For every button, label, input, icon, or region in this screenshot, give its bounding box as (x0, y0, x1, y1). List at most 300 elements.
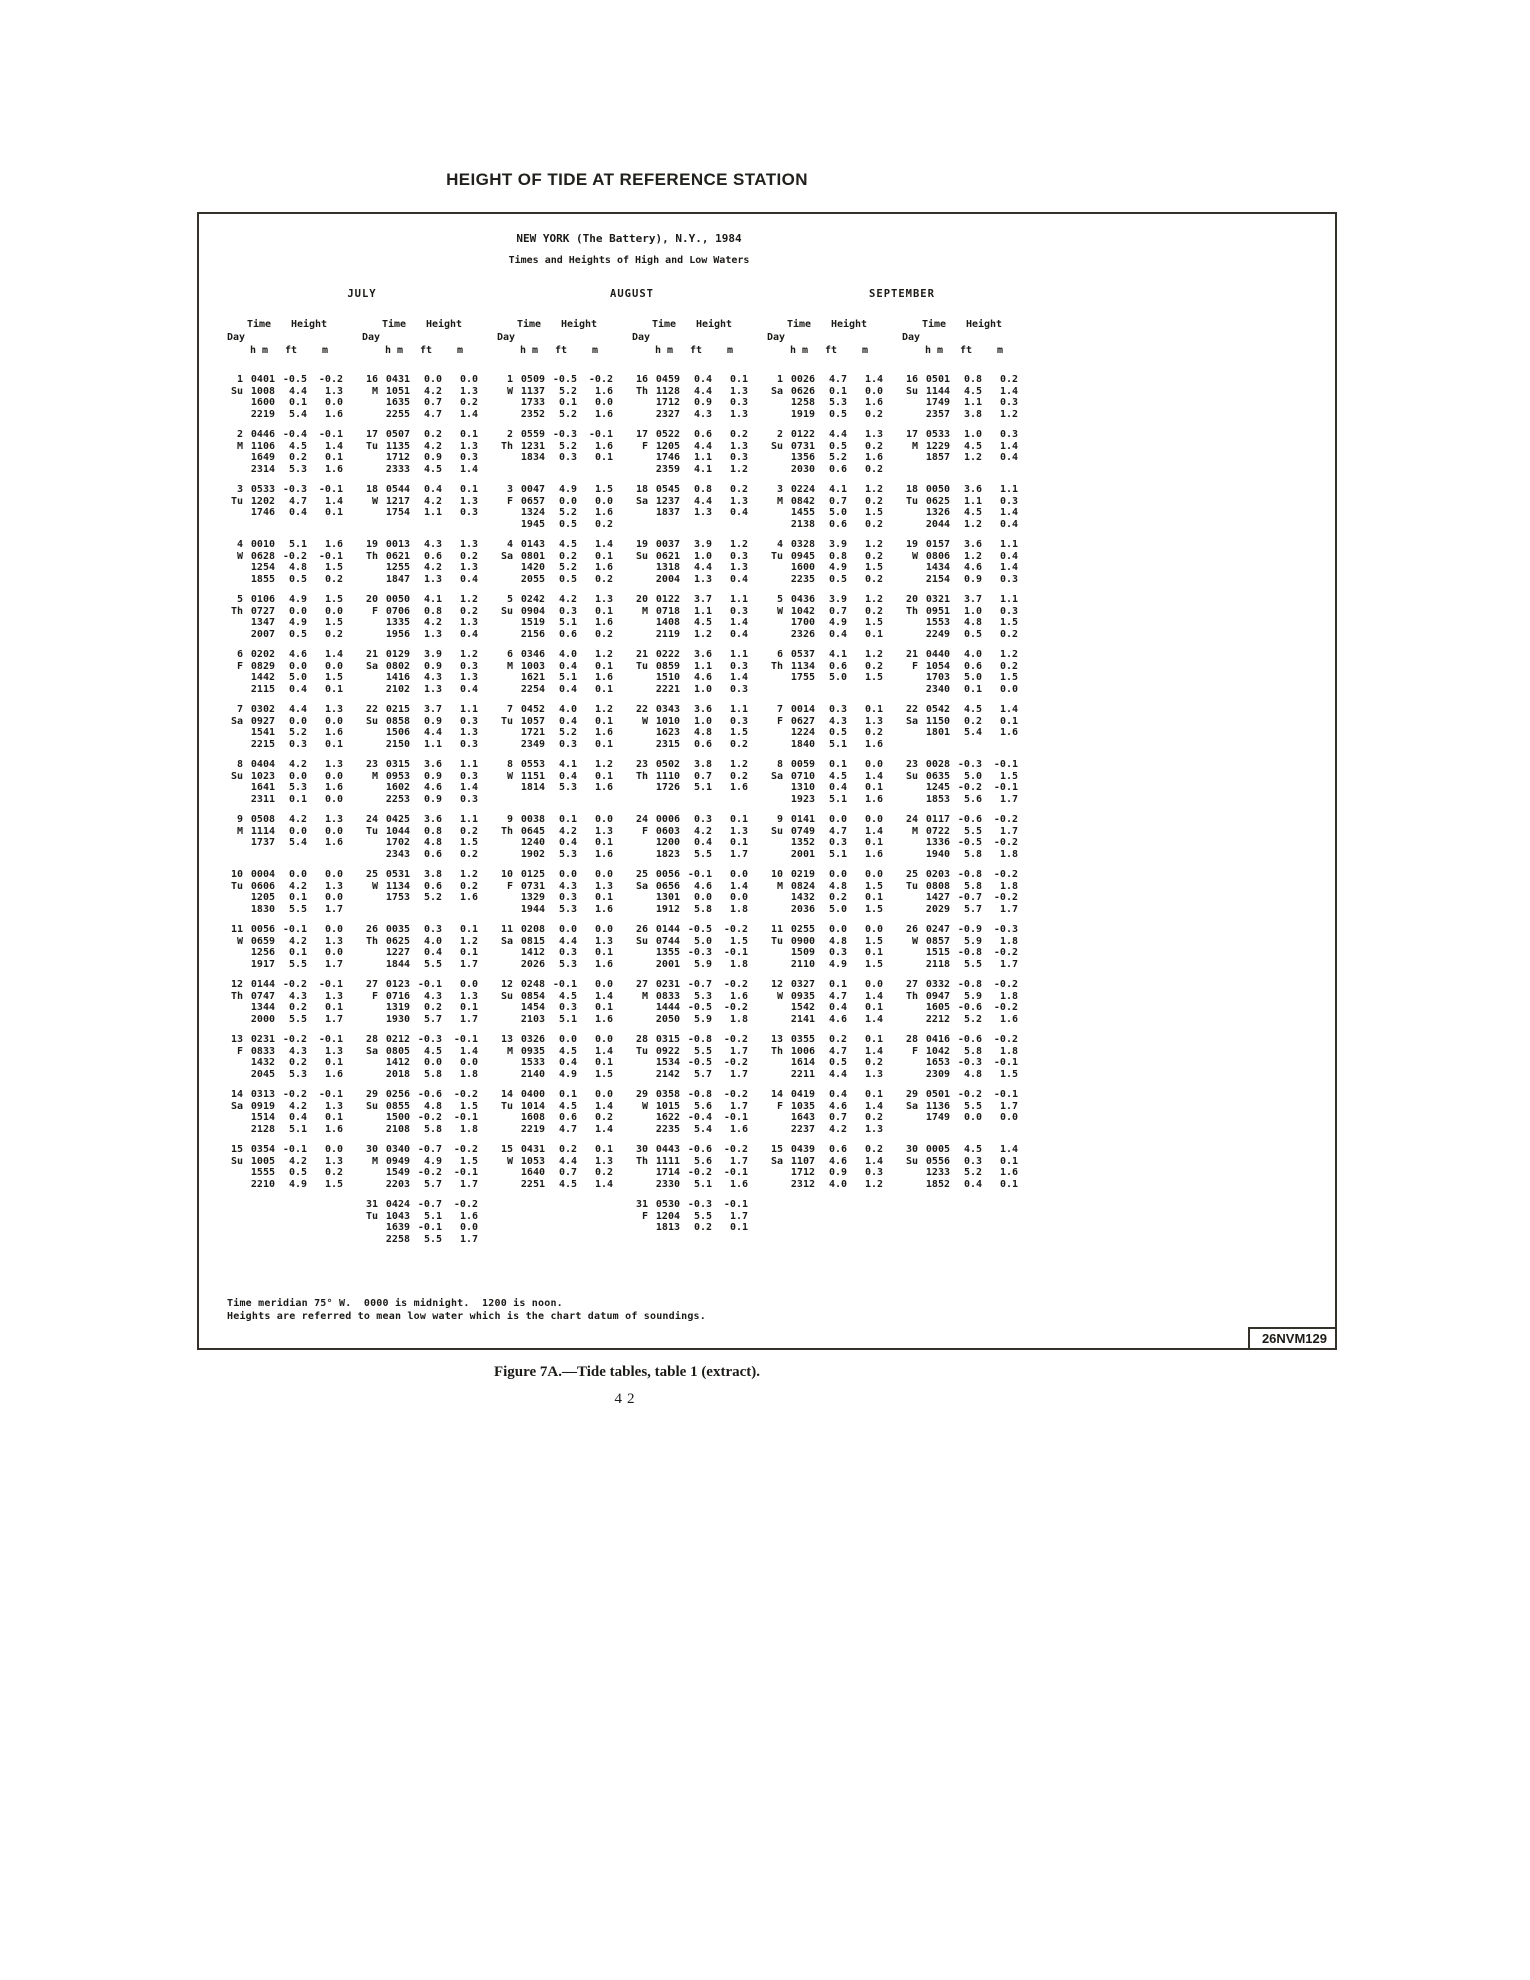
tide-row (362, 594, 494, 606)
day-label-spacer (632, 397, 648, 409)
height-ft-cell: 0.0 (558, 869, 577, 880)
height-m-cell: 1.6 (729, 990, 748, 1002)
height-m-cell: 1.2 (594, 704, 613, 715)
day-label-spacer (632, 959, 648, 971)
time-cell: 0005 (925, 1144, 950, 1155)
time-cell: 1245 (925, 782, 950, 793)
height-ft-cell: 4.6 (963, 562, 982, 573)
day-label-spacer (497, 904, 513, 916)
height-m-cell: 1.5 (729, 727, 748, 738)
tide-row (902, 1167, 1034, 1179)
height-m-cell: 1.5 (999, 1068, 1018, 1080)
height-ft-cell: -0.2 (417, 1112, 442, 1123)
tide-row (632, 441, 764, 453)
height-header: Height (290, 319, 328, 330)
height-ft-cell: 4.5 (558, 539, 577, 550)
height-ft-cell: 5.1 (828, 793, 847, 805)
day-entry-september-16 (902, 374, 1034, 429)
height-ft-cell: 0.8 (963, 374, 982, 385)
time-cell: 0231 (250, 1034, 275, 1045)
tide-row (902, 1046, 1034, 1058)
time-cell: 1847 (385, 573, 410, 585)
spacer (362, 318, 378, 331)
height-m-cell: 1.7 (729, 1068, 748, 1080)
day-of-week: W (506, 1155, 513, 1167)
time-cell: 2255 (385, 408, 410, 420)
height-m-cell: 0.0 (999, 1112, 1018, 1123)
tide-row (497, 782, 629, 794)
height-ft-cell: 5.9 (693, 958, 712, 970)
height-ft-cell: 0.0 (558, 924, 577, 935)
height-m-cell: 1.6 (324, 837, 343, 848)
height-m-cell: 1.7 (999, 1100, 1018, 1112)
tide-row (227, 716, 359, 728)
height-ft-cell: 0.5 (828, 408, 847, 420)
day-label-spacer (497, 1167, 513, 1179)
height-m-cell: 0.1 (729, 1222, 748, 1233)
day-number: 10 (500, 869, 513, 880)
tide-row (632, 649, 764, 661)
time-cell: 1639 (385, 1222, 410, 1233)
height-ft-cell: -0.3 (552, 429, 577, 440)
day-label-spacer (902, 1002, 918, 1014)
time-cell: 0006 (655, 814, 680, 825)
height-ft-cell: 0.0 (693, 892, 712, 903)
height-ft-cell: 0.4 (828, 782, 847, 793)
height-m-cell: -0.1 (723, 1167, 748, 1178)
tide-row (902, 397, 1034, 409)
height-m-cell: 0.3 (999, 397, 1018, 408)
hm-unit-header: h m (789, 345, 809, 356)
height-m-cell: 0.2 (459, 880, 478, 892)
tide-row (632, 551, 764, 563)
day-entry-august-28 (632, 1034, 764, 1089)
tide-row (362, 771, 494, 783)
tide-row (632, 594, 764, 606)
tide-row (767, 672, 899, 684)
day-label-spacer (767, 727, 783, 739)
day-label-spacer (497, 1112, 513, 1124)
height-ft-cell: 5.8 (423, 1068, 442, 1080)
tide-row (902, 649, 1034, 661)
tide-row (497, 881, 629, 893)
time-cell: 1754 (385, 507, 410, 518)
height-m-cell: 1.5 (864, 562, 883, 573)
day-of-week: Su (905, 385, 918, 397)
column-header-row (362, 344, 494, 357)
tide-row (767, 716, 899, 728)
day-of-week: Th (770, 1045, 783, 1057)
height-ft-cell: 4.3 (288, 990, 307, 1002)
height-m-cell: 0.0 (864, 924, 883, 935)
september-column-1 (767, 318, 899, 1199)
time-cell: 0533 (925, 429, 950, 440)
height-m-cell: 1.3 (324, 1100, 343, 1112)
day-entry-july-3 (227, 484, 359, 539)
time-cell: 0927 (250, 715, 275, 727)
time-cell: 1128 (655, 385, 680, 397)
time-cell: 2251 (520, 1178, 545, 1190)
day-of-week: Tu (365, 440, 378, 452)
day-label-spacer (767, 507, 783, 519)
time-cell: 0332 (925, 979, 950, 990)
tide-row (497, 959, 629, 971)
time-cell: 0440 (925, 649, 950, 660)
height-m-cell: 0.0 (459, 979, 478, 990)
height-ft-cell: -0.6 (687, 1144, 712, 1155)
height-m-cell: 1.3 (459, 990, 478, 1002)
day-header: Day (227, 332, 246, 343)
tide-row (767, 629, 899, 641)
time-cell: 0122 (655, 594, 680, 605)
time-cell: 1227 (385, 947, 410, 958)
height-m-cell: 0.2 (459, 605, 478, 617)
day-entry-august-7 (497, 704, 629, 759)
time-header: Time (921, 319, 947, 330)
tide-row (227, 672, 359, 684)
tide-row (362, 991, 494, 1003)
day-entry-september-3 (767, 484, 899, 539)
height-ft-cell: 4.3 (423, 990, 442, 1002)
time-cell: 1256 (250, 947, 275, 958)
time-cell: 2138 (790, 518, 815, 530)
time-cell: 1356 (790, 452, 815, 463)
height-ft-cell: 4.3 (558, 880, 577, 892)
day-number: 27 (905, 979, 918, 990)
day-number: 13 (230, 1034, 243, 1045)
day-label-spacer (497, 1179, 513, 1191)
day-entry-july-6 (227, 649, 359, 704)
height-m-cell: 0.1 (729, 374, 748, 385)
height-m-cell: 1.7 (459, 958, 478, 970)
day-label-spacer (767, 959, 783, 971)
height-ft-cell: 0.0 (288, 825, 307, 837)
time-cell: 0815 (520, 935, 545, 947)
tide-row (632, 1167, 764, 1179)
tide-row (497, 1144, 629, 1156)
time-cell: 1721 (520, 727, 545, 738)
day-label-spacer (227, 397, 243, 409)
day-label-spacer (227, 672, 243, 684)
day-label-spacer (362, 837, 378, 849)
height-m-cell: 1.3 (594, 594, 613, 605)
tide-row (362, 1167, 494, 1179)
time-cell: 1432 (250, 1057, 275, 1068)
height-ft-cell: 4.2 (288, 935, 307, 947)
tide-row (227, 727, 359, 739)
day-label-spacer (227, 959, 243, 971)
day-entry-september-12 (767, 979, 899, 1034)
column-header-row (767, 331, 899, 344)
tide-row (227, 1002, 359, 1014)
height-ft-cell: 5.8 (963, 848, 982, 860)
day-label-spacer (362, 892, 378, 904)
height-m-cell: 0.1 (324, 738, 343, 750)
ft-unit-header: ft (824, 345, 838, 356)
day-entry-august-14 (497, 1089, 629, 1144)
time-cell: 1940 (925, 848, 950, 860)
height-m-cell: -0.2 (453, 1144, 478, 1155)
day-label-spacer (767, 849, 783, 861)
tide-row (497, 649, 629, 661)
spacer (902, 318, 918, 331)
height-m-cell: 0.2 (999, 374, 1018, 385)
height-ft-cell: 0.3 (828, 704, 847, 715)
height-ft-cell: 4.4 (693, 562, 712, 573)
height-ft-cell: 0.6 (423, 880, 442, 892)
height-ft-cell: 0.1 (828, 759, 847, 770)
height-ft-cell: 0.5 (288, 573, 307, 585)
time-cell: 0501 (925, 374, 950, 385)
height-m-cell: 1.2 (729, 759, 748, 770)
day-entry-july-4 (227, 539, 359, 594)
day-label-spacer (902, 409, 918, 421)
height-ft-cell: 3.6 (423, 814, 442, 825)
tide-row (632, 1199, 764, 1211)
height-ft-cell: 0.1 (558, 397, 577, 408)
tide-row (362, 441, 494, 453)
day-of-week: Tu (500, 1100, 513, 1112)
day-number: 3 (506, 484, 513, 495)
height-ft-cell: -0.8 (687, 1034, 712, 1045)
height-ft-cell: 5.5 (423, 958, 442, 970)
height-m-cell: -0.2 (723, 924, 748, 935)
height-m-cell: 1.3 (864, 1123, 883, 1135)
tide-row (632, 1101, 764, 1113)
height-m-cell: 0.2 (459, 825, 478, 837)
height-ft-cell: 0.6 (828, 660, 847, 672)
time-cell: 0935 (790, 990, 815, 1002)
day-label-spacer (362, 684, 378, 696)
height-ft-cell: 5.9 (963, 935, 982, 947)
time-cell: 2156 (520, 628, 545, 640)
height-m-cell: 0.1 (999, 1155, 1018, 1167)
tide-row (227, 574, 359, 586)
day-label-spacer (227, 1002, 243, 1014)
height-ft-cell: 0.3 (558, 1002, 577, 1013)
height-ft-cell: 5.0 (828, 903, 847, 915)
time-cell: 2001 (655, 958, 680, 970)
height-m-cell: 0.1 (324, 683, 343, 695)
tide-row (632, 892, 764, 904)
day-of-week: Su (365, 715, 378, 727)
time-cell: 2215 (250, 738, 275, 750)
height-ft-cell: 4.3 (693, 408, 712, 420)
height-ft-cell: 0.6 (558, 628, 577, 640)
tide-row (362, 374, 494, 386)
time-cell: 0144 (655, 924, 680, 935)
height-m-cell: 1.8 (999, 848, 1018, 860)
time-cell: 1945 (520, 518, 545, 530)
height-ft-cell: 0.4 (423, 484, 442, 495)
tide-row (362, 1002, 494, 1014)
time-cell: 1014 (520, 1100, 545, 1112)
column-header-row (227, 331, 359, 344)
day-of-week: Tu (770, 550, 783, 562)
height-header: Height (695, 319, 733, 330)
height-m-cell: 0.3 (729, 550, 748, 562)
height-m-cell: 0.1 (594, 947, 613, 958)
tide-row (632, 539, 764, 551)
height-ft-cell: -0.3 (957, 1057, 982, 1068)
tide-row (227, 661, 359, 673)
day-label-spacer (497, 782, 513, 794)
tide-row (362, 727, 494, 739)
spacer (227, 344, 243, 357)
day-entry-september-29 (902, 1089, 1034, 1144)
day-label-spacer (227, 892, 243, 904)
height-ft-cell: 4.5 (558, 1178, 577, 1190)
tide-row (227, 1057, 359, 1069)
tide-row (632, 1014, 764, 1026)
height-m-cell: 1.5 (864, 958, 883, 970)
day-label-spacer (362, 452, 378, 464)
height-ft-cell: 4.4 (693, 385, 712, 397)
tide-row (497, 562, 629, 574)
time-cell: 0659 (250, 935, 275, 947)
height-m-cell: 1.2 (594, 759, 613, 770)
day-label-spacer (227, 1014, 243, 1026)
time-cell: 0123 (385, 979, 410, 990)
day-number: 29 (905, 1089, 918, 1100)
tide-row (767, 1089, 899, 1101)
day-label-spacer (632, 629, 648, 641)
day-label-spacer (902, 727, 918, 739)
time-cell: 0716 (385, 990, 410, 1002)
tide-row (902, 991, 1034, 1003)
height-ft-cell: 0.4 (963, 1178, 982, 1190)
tide-row (227, 409, 359, 421)
height-m-cell: 0.4 (459, 683, 478, 695)
day-entry-august-20 (632, 594, 764, 649)
time-cell: 0327 (790, 979, 815, 990)
tide-row (227, 606, 359, 618)
time-cell: 1135 (385, 440, 410, 452)
day-label-spacer (632, 849, 648, 861)
height-ft-cell: 0.6 (828, 518, 847, 530)
tide-row (227, 1167, 359, 1179)
height-m-cell: 1.4 (459, 463, 478, 475)
height-m-cell: 0.1 (324, 452, 343, 463)
day-number: 25 (635, 869, 648, 880)
tide-row (632, 507, 764, 519)
time-cell: 0106 (250, 594, 275, 605)
height-m-cell: 0.3 (864, 1167, 883, 1178)
tide-row (632, 1002, 764, 1014)
height-m-cell: 1.5 (864, 672, 883, 683)
height-m-cell: -0.1 (318, 979, 343, 990)
height-ft-cell: 0.4 (693, 837, 712, 848)
m-unit-header: m (321, 345, 329, 356)
height-ft-cell: 0.0 (558, 495, 577, 507)
month-header-august: AUGUST (610, 288, 654, 300)
tide-row (767, 1101, 899, 1113)
station-title: NEW YORK (The Battery), N.Y., 1984 (516, 232, 742, 245)
time-cell: 2235 (655, 1123, 680, 1135)
tide-row (632, 1156, 764, 1168)
time-cell: 0502 (655, 759, 680, 770)
spacer (497, 318, 513, 331)
time-header: Time (246, 319, 272, 330)
height-m-cell: 1.5 (864, 903, 883, 915)
tide-row (227, 904, 359, 916)
height-ft-cell: 0.2 (558, 1144, 577, 1155)
time-cell: 0248 (520, 979, 545, 990)
day-header: Day (632, 332, 651, 343)
height-ft-cell: 1.1 (423, 507, 442, 518)
height-ft-cell: -0.6 (957, 1034, 982, 1045)
height-ft-cell: 5.1 (693, 782, 712, 793)
day-number: 20 (905, 594, 918, 605)
tide-row (632, 881, 764, 893)
height-m-cell: 1.4 (594, 1100, 613, 1112)
tide-row (767, 594, 899, 606)
height-ft-cell: -0.9 (957, 924, 982, 935)
tide-row (902, 374, 1034, 386)
height-m-cell: 1.3 (729, 495, 748, 507)
height-m-cell: 1.5 (324, 562, 343, 573)
height-m-cell: 1.1 (459, 704, 478, 715)
day-entry-july-8 (227, 759, 359, 814)
day-label-spacer (497, 947, 513, 959)
tide-row (497, 1034, 629, 1046)
time-cell: 0047 (520, 484, 545, 495)
height-m-cell: -0.2 (993, 814, 1018, 825)
tide-row (227, 782, 359, 794)
tide-row (362, 892, 494, 904)
day-number: 14 (770, 1089, 783, 1100)
height-ft-cell: 5.5 (288, 1013, 307, 1025)
tide-row (632, 484, 764, 496)
day-number: 17 (365, 429, 378, 440)
time-cell: 0141 (790, 814, 815, 825)
tide-row (497, 814, 629, 826)
day-label-spacer (902, 1167, 918, 1179)
day-label-spacer (497, 507, 513, 519)
height-m-cell: 1.8 (999, 880, 1018, 892)
height-m-cell: 1.4 (864, 825, 883, 837)
height-m-cell: 0.3 (999, 573, 1018, 585)
height-ft-cell: 5.2 (558, 408, 577, 420)
height-m-cell: 1.6 (729, 1178, 748, 1190)
height-m-cell: 0.2 (864, 518, 883, 530)
height-m-cell: 0.2 (459, 550, 478, 562)
tide-row (902, 409, 1034, 421)
height-m-cell: 0.1 (324, 1002, 343, 1013)
time-cell: 2219 (520, 1123, 545, 1135)
height-ft-cell: 4.9 (558, 484, 577, 495)
height-ft-cell: 0.0 (558, 1034, 577, 1045)
tide-row (632, 562, 764, 574)
day-of-week: W (776, 990, 783, 1002)
time-cell: 0919 (250, 1100, 275, 1112)
tide-row (767, 1069, 899, 1081)
tide-row (902, 947, 1034, 959)
figure-caption: Figure 7A.—Tide tables, table 1 (extract). (493, 1364, 761, 1380)
day-number: 2 (776, 429, 783, 440)
day-header: Day (362, 332, 381, 343)
height-m-cell: 0.2 (594, 518, 613, 530)
tide-row (497, 826, 629, 838)
tide-row (227, 507, 359, 519)
time-cell: 0219 (790, 869, 815, 880)
tide-row (767, 1144, 899, 1156)
height-m-cell: 1.6 (594, 1013, 613, 1025)
day-entry-september-17 (902, 429, 1034, 484)
height-ft-cell: 0.6 (963, 660, 982, 672)
tide-row (767, 429, 899, 441)
day-of-week: F (506, 880, 513, 892)
